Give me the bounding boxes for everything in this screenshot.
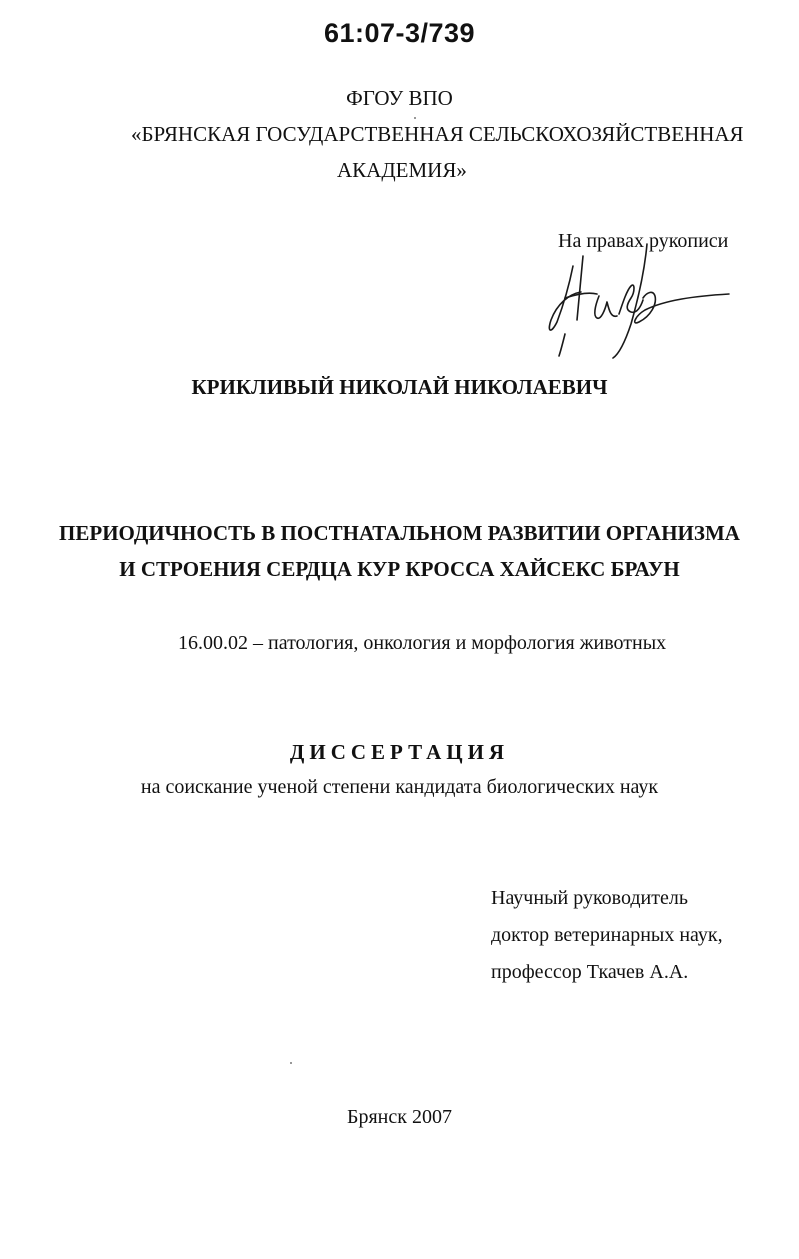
city-year: Брянск 2007: [347, 1106, 452, 1128]
specialty-code: 16.00.02 – патология, онкология и морфология животных: [178, 632, 667, 654]
institution-line-2: «БРЯНСКАЯ ГОСУДАРСТВЕННАЯ СЕЛЬСКОХОЗЯЙСТВЕННАЯ: [131, 122, 744, 146]
scan-speck: [290, 1062, 292, 1064]
title-line-2: И СТРОЕНИЯ СЕРДЦА КУР КРОССА ХАЙСЕКС БРАУН: [119, 557, 680, 581]
supervisor-degree: доктор ветеринарных наук,: [491, 924, 723, 946]
supervisor-name: профессор Ткачев А.А.: [491, 961, 689, 983]
scan-speck: [414, 117, 416, 119]
document-type-heading: ДИССЕРТАЦИЯ: [289, 740, 510, 764]
author-name: КРИКЛИВЫЙ НИКОЛАЙ НИКОЛАЕВИЧ: [191, 375, 608, 399]
institution-line-1: ФГОУ ВПО: [346, 86, 453, 110]
signature-handwritten: [535, 236, 735, 366]
institution-line-3: АКАДЕМИЯ»: [337, 158, 467, 182]
title-line-1: ПЕРИОДИЧНОСТЬ В ПОСТНАТАЛЬНОМ РАЗВИТИИ ОРГАНИЗМА: [59, 521, 740, 545]
manuscript-note: На правах рукописи: [558, 230, 729, 252]
degree-line: на соискание ученой степени кандидата биологических наук: [140, 776, 659, 798]
call-number: 61:07-3/739: [323, 18, 476, 48]
supervisor-label: Научный руководитель: [491, 887, 688, 909]
